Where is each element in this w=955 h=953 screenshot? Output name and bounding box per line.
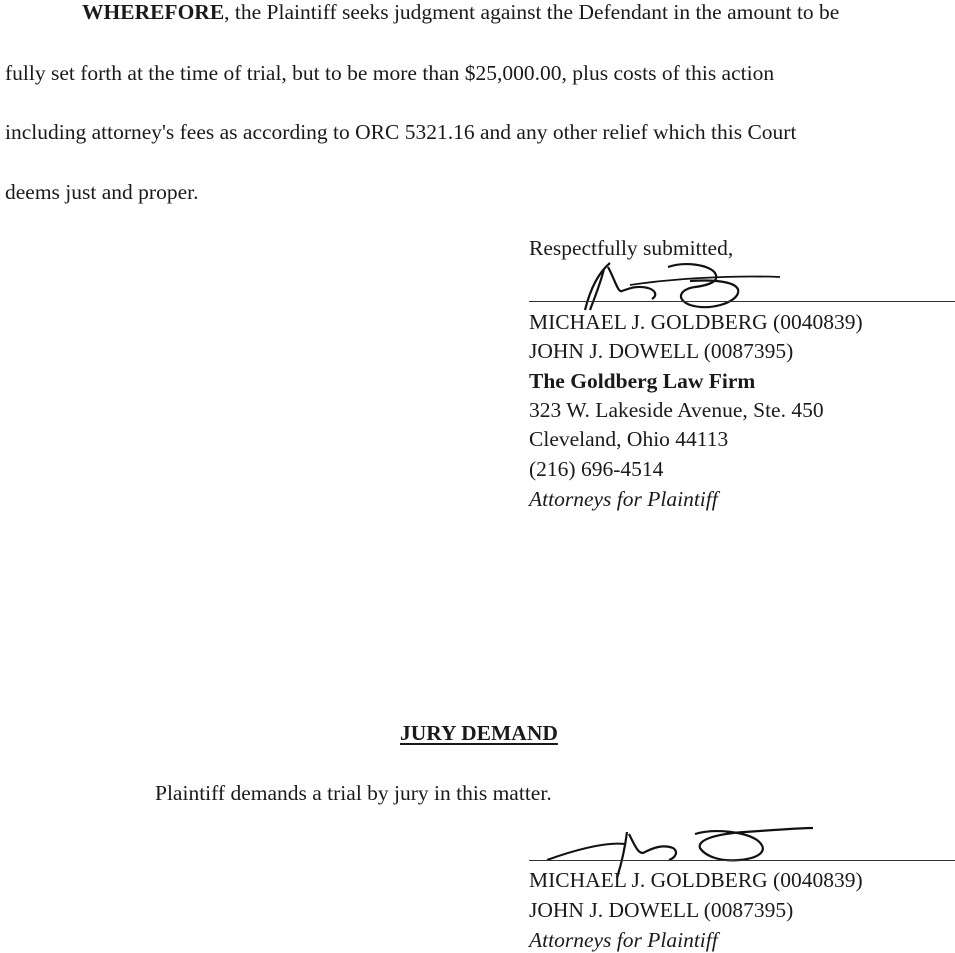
wherefore-line-2: fully set forth at the time of trial, but to be more than $25,000.00, plus costs of this action [5, 61, 775, 85]
firm-phone: (216) 696-4514 [529, 457, 664, 481]
signature-line-1 [529, 301, 955, 302]
attorney-name-2: JOHN J. DOWELL (0087395) [529, 339, 794, 363]
signature-image [560, 255, 790, 315]
firm-address: 323 W. Lakeside Avenue, Ste. 450 [529, 398, 824, 422]
jury-demand-heading: JURY DEMAND [400, 721, 558, 745]
wherefore-line-1-text: , the Plaintiff seeks judgment against the Defendant in the amount to be [224, 0, 840, 24]
attorney-role-2: Attorneys for Plaintiff [529, 928, 718, 952]
attorney-name-4: JOHN J. DOWELL (0087395) [529, 898, 794, 922]
signature-line-2 [529, 860, 955, 861]
wherefore-line-4: deems just and proper. [5, 180, 199, 204]
closing-text: Respectfully submitted, [529, 236, 734, 260]
attorney-role-1: Attorneys for Plaintiff [529, 487, 718, 511]
wherefore-line-3: including attorney's fees as according to ORC 5321.16 and any other relief which this Court [5, 120, 797, 144]
firm-name: The Goldberg Law Firm [529, 369, 756, 393]
wherefore-lead: WHEREFORE [82, 0, 225, 24]
firm-city: Cleveland, Ohio 44113 [529, 427, 729, 451]
attorney-name-3: MICHAEL J. GOLDBERG (0040839) [529, 868, 863, 892]
attorney-name-1: MICHAEL J. GOLDBERG (0040839) [529, 310, 863, 334]
wherefore-line-1 [82, 2, 839, 24]
jury-demand-text: Plaintiff demands a trial by jury in this matter. [155, 781, 552, 805]
